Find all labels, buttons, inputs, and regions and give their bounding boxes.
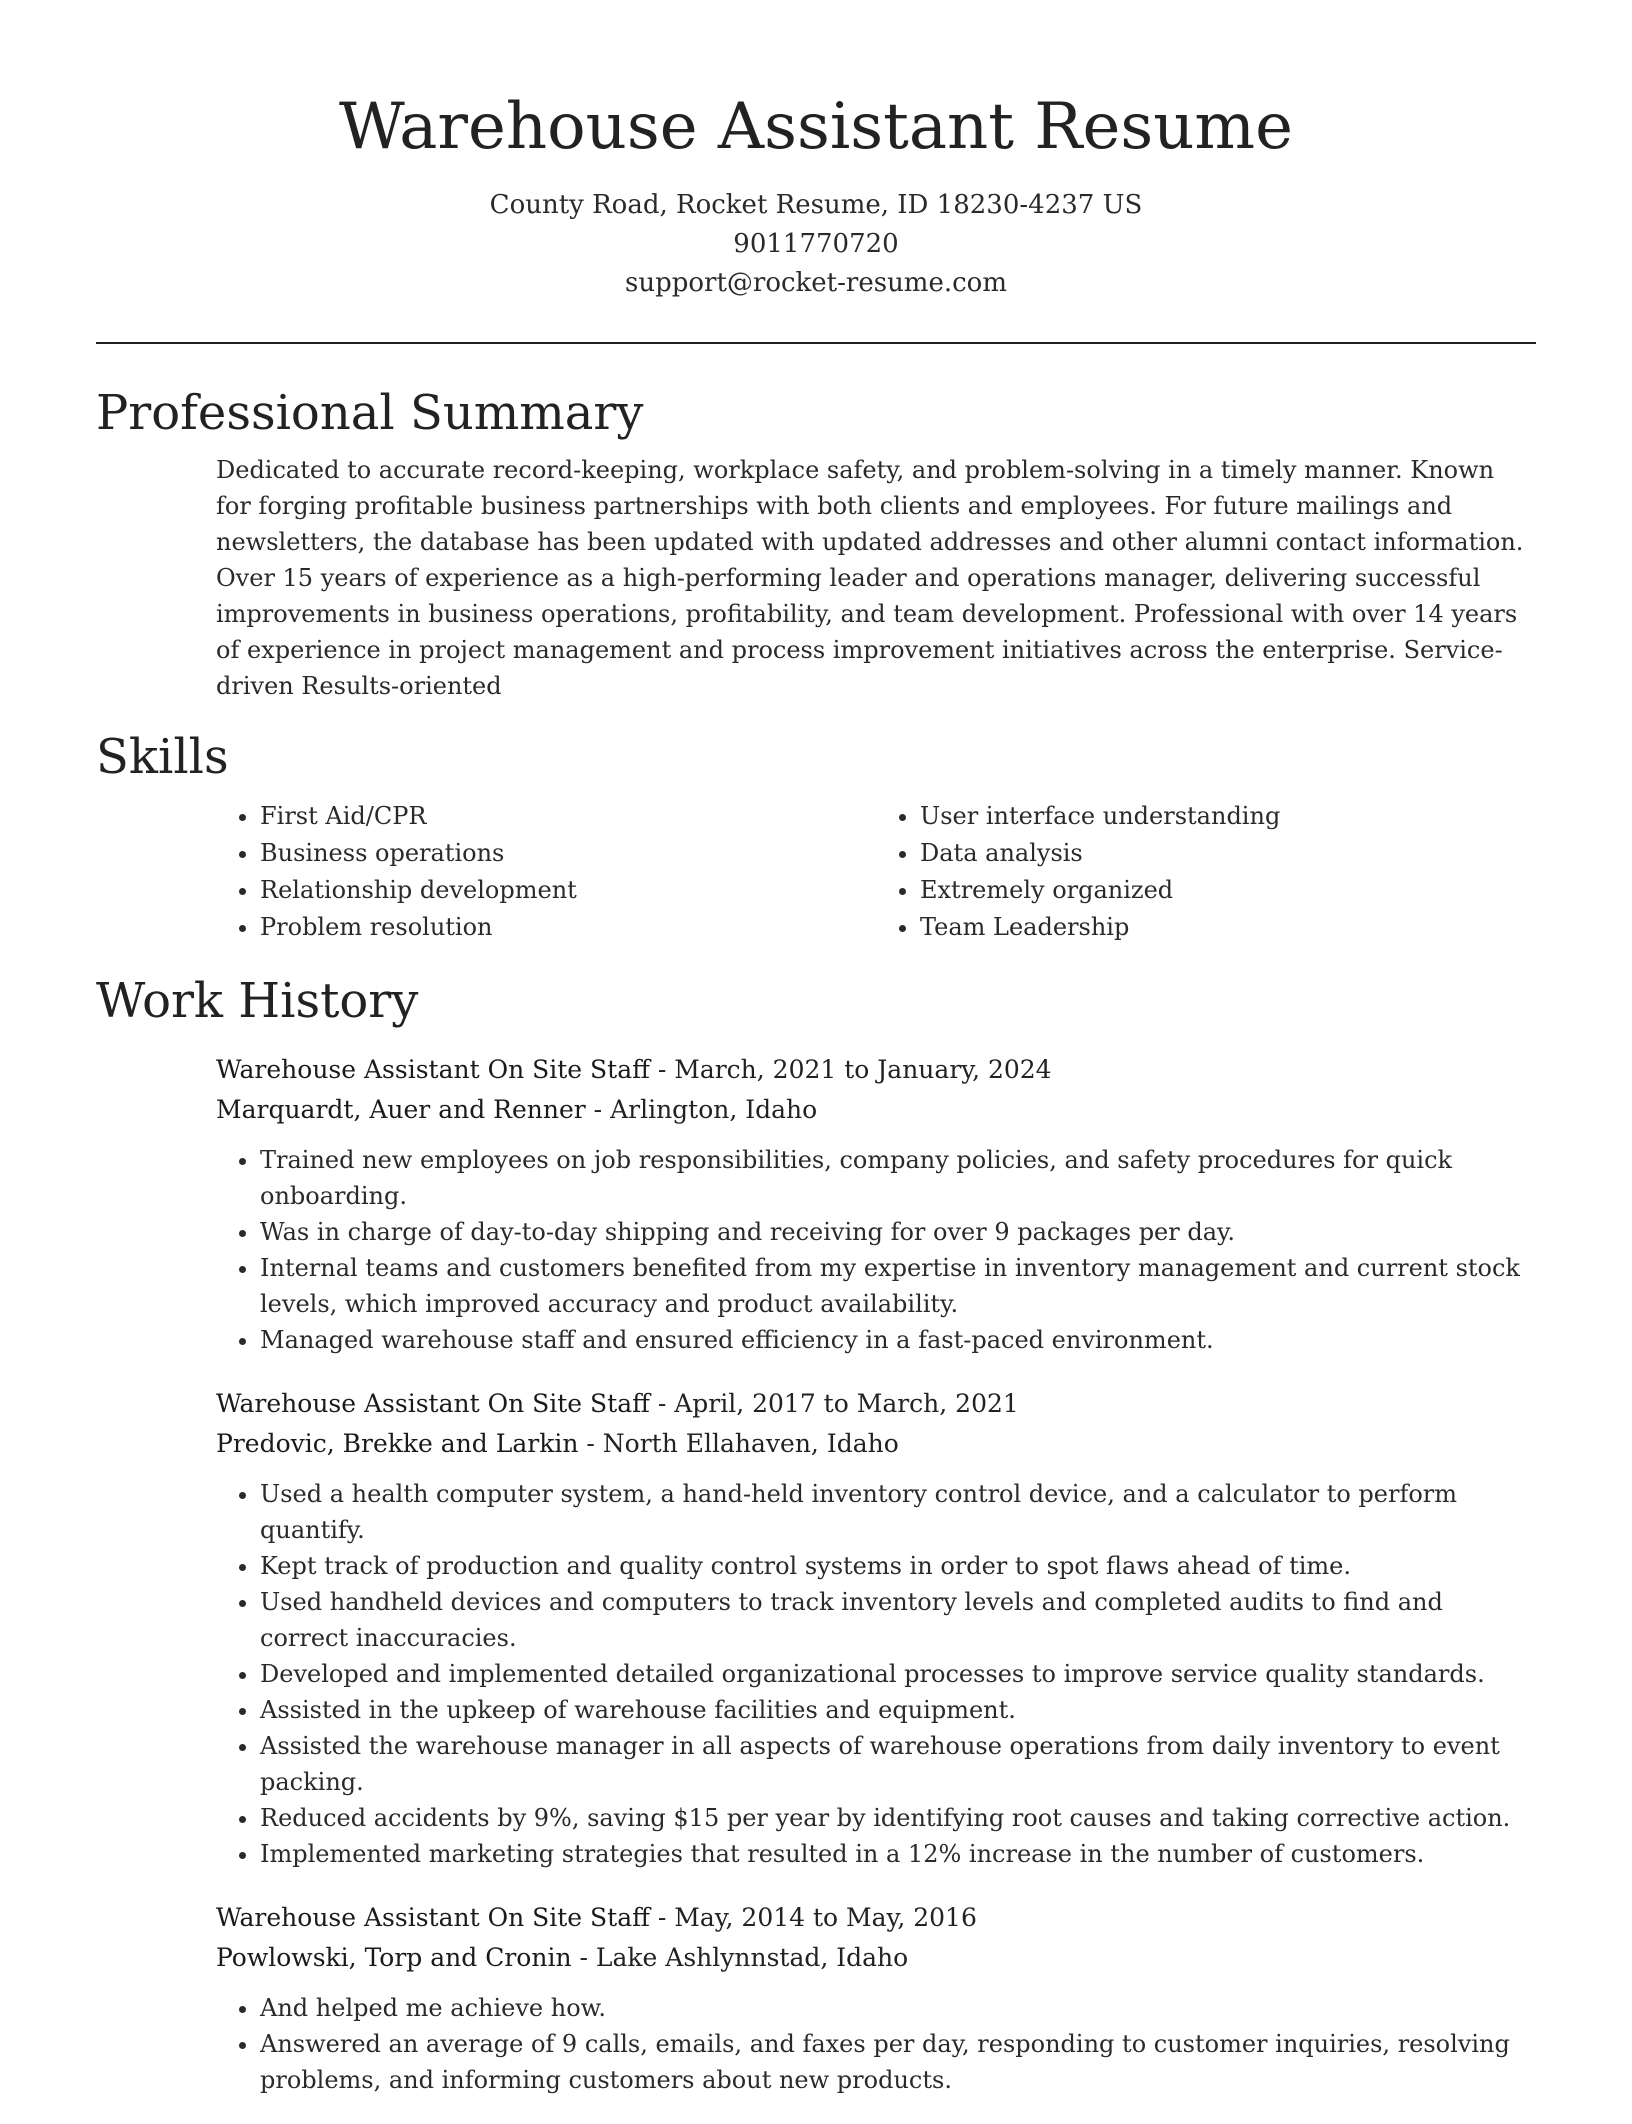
job-entry xyxy=(216,1384,1536,1872)
job-bullets xyxy=(216,1990,1536,2098)
job-company-line xyxy=(216,1424,1536,1464)
job-location: - Lake Ashlynnstad, Idaho xyxy=(571,1943,909,1972)
job-bullet: • Internal teams and customers benefited from my expertise in inventory management and current stock levels, which improved accuracy and product availability. xyxy=(260,1250,1536,1322)
skill-item: • User interface understanding xyxy=(920,798,1536,835)
summary-section xyxy=(96,380,1536,704)
resume-content xyxy=(96,380,1536,2124)
skill-item: • First Aid/CPR xyxy=(260,798,876,835)
job-bullet: • Implemented marketing strategies that resulted in a 12% increase in the number of customers. xyxy=(260,1836,1536,1872)
resume-title: Warehouse Assistant Resume xyxy=(339,90,1293,164)
job-bullet: • Managed warehouse staff and ensured efficiency in a fast-paced environment. xyxy=(260,1322,1536,1358)
job-bullet: • Answered an average of 9 calls, emails, and faxes per day, responding to customer inquiries, resolving problems, and informing customers about new products. xyxy=(260,2026,1536,2098)
job-company: Marquardt, Auer and Renner xyxy=(216,1095,586,1124)
job-title-line xyxy=(216,1050,1536,1090)
job-bullet: • Was in charge of day-to-day shipping and receiving for over 9 packages per day. xyxy=(260,1214,1536,1250)
header-divider xyxy=(96,342,1536,344)
job-dates: - April, 2017 to March, 2021 xyxy=(649,1389,1019,1418)
contact-block xyxy=(0,186,1632,303)
job-company-line xyxy=(216,1090,1536,1130)
job-bullet: • Developed and implemented detailed organizational processes to improve service quality standards. xyxy=(260,1656,1536,1692)
job-title: Warehouse Assistant On Site Staff xyxy=(216,1903,650,1932)
skill-item: • Problem resolution xyxy=(260,909,876,946)
job-bullet: • Assisted the warehouse manager in all aspects of warehouse operations from daily inventory to event packing. xyxy=(260,1728,1536,1800)
resume-header xyxy=(0,0,1632,303)
job-entry xyxy=(216,1050,1536,1358)
job-title: Warehouse Assistant On Site Staff xyxy=(216,1389,650,1418)
job-location: - North Ellahaven, Idaho xyxy=(578,1429,899,1458)
phone-text: 9011770720 xyxy=(733,229,899,259)
job-bullet: • And helped me achieve how. xyxy=(260,1990,1536,2026)
job-company: Predovic, Brekke and Larkin xyxy=(216,1429,579,1458)
job-bullet: • Reduced accidents by 9%, saving $15 per year by identifying root causes and taking corrective action. xyxy=(260,1800,1536,1836)
skill-item: • Extremely organized xyxy=(920,872,1536,909)
job-bullets xyxy=(216,1142,1536,1358)
email-text: support@rocket-resume.com xyxy=(624,268,1007,298)
work-history-section xyxy=(96,968,1536,2098)
skill-item: • Relationship development xyxy=(260,872,876,909)
job-bullet: • Used handheld devices and computers to track inventory levels and completed audits to find and correct inaccuracies. xyxy=(260,1584,1536,1656)
job-bullet: • Assisted in the upkeep of warehouse facilities and equipment. xyxy=(260,1692,1536,1728)
job-dates: - March, 2021 to January, 2024 xyxy=(649,1055,1052,1084)
summary-text: Dedicated to accurate record-keeping, workplace safety, and problem-solving in a timely manner. Known for forging profitable business partnerships with both clients and employees. For future mailings and newsletters, the database has been updated with updated addresses and other alumni contact information. Over 15 years of experience as a high-performing leader and operations manager, delivering successful improvements in business operations, profitability, and team development. Professional with over 14 years of experience in project management and process improvement initiatives across the enterprise. Service-driven Results-oriented xyxy=(216,456,1524,700)
skills-column-left xyxy=(216,798,876,946)
job-company: Powlowski, Torp and Cronin xyxy=(216,1943,572,1972)
job-title-line xyxy=(216,1384,1536,1424)
skill-item: • Team Leadership xyxy=(920,909,1536,946)
job-entry xyxy=(216,1898,1536,2098)
job-dates: - May, 2014 to May, 2016 xyxy=(649,1903,977,1932)
job-bullet: • Kept track of production and quality control systems in order to spot flaws ahead of time. xyxy=(260,1548,1536,1584)
skills-heading: Skills xyxy=(96,729,229,785)
job-title: Warehouse Assistant On Site Staff xyxy=(216,1055,650,1084)
skills-section xyxy=(96,724,1536,946)
skill-item: • Data analysis xyxy=(920,835,1536,872)
job-company-line xyxy=(216,1938,1536,1978)
job-location: - Arlington, Idaho xyxy=(585,1095,818,1124)
job-bullet: • Trained new employees on job responsibilities, company policies, and safety procedures for quick onboarding. xyxy=(260,1142,1536,1214)
skill-item: • Business operations xyxy=(260,835,876,872)
work-history-heading: Work History xyxy=(96,973,419,1029)
job-title-line xyxy=(216,1898,1536,1938)
address-text: County Road, Rocket Resume, ID 18230-4237 US xyxy=(489,190,1143,220)
job-bullets xyxy=(216,1476,1536,1872)
job-bullet: • Used a health computer system, a hand-held inventory control device, and a calculator to perform quantify. xyxy=(260,1476,1536,1548)
summary-heading: Professional Summary xyxy=(96,385,644,441)
skills-column-right xyxy=(876,798,1536,946)
skills-list xyxy=(216,798,1536,946)
